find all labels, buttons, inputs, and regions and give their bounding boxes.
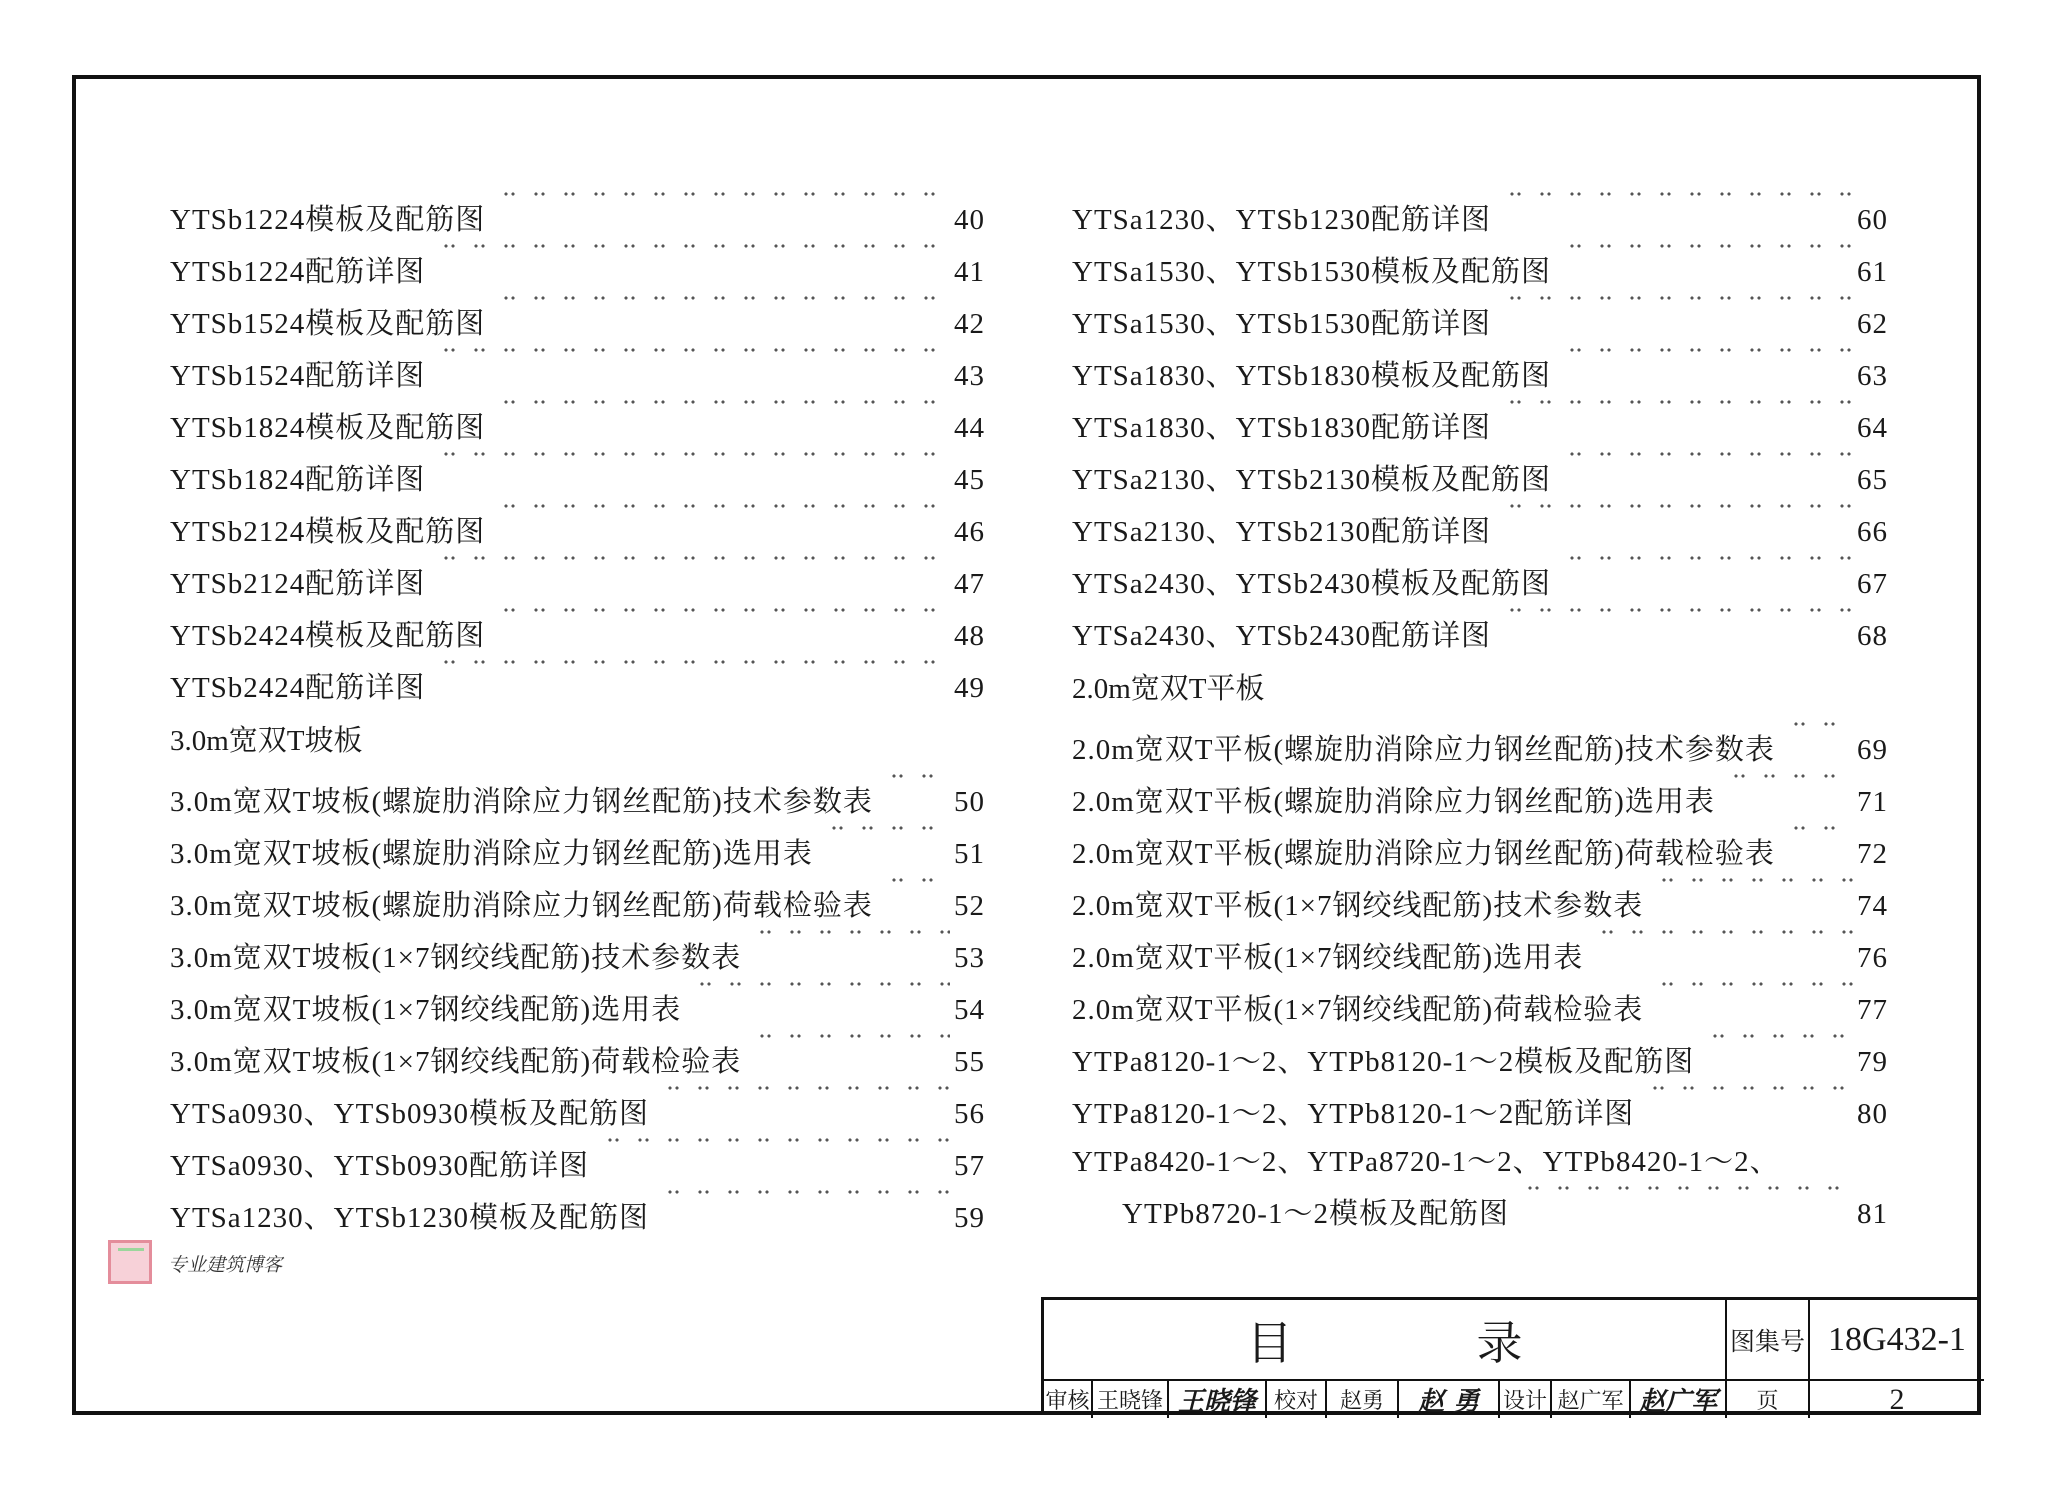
toc-entry-page: 74 xyxy=(1857,890,1888,922)
toc-entry-page: 79 xyxy=(1857,1046,1888,1078)
toc-entry-label: YTPa8420-1～2、YTPa8720-1～2、YTPb8420-1～2、 xyxy=(1072,1146,1780,1178)
dot-leader xyxy=(655,1189,950,1209)
dot-leader xyxy=(1497,503,1853,523)
toc-entry-label: YTSb2424配筋详图 xyxy=(170,672,426,704)
toc-entry-page: 69 xyxy=(1857,734,1888,766)
toc-entry-label: YTSb1524模板及配筋图 xyxy=(170,308,486,340)
dot-leader xyxy=(1497,295,1853,315)
toc-entry[interactable] xyxy=(170,871,985,923)
toc-entry[interactable] xyxy=(170,767,985,819)
toc-entry[interactable] xyxy=(1072,923,1888,975)
toc-entry[interactable] xyxy=(1072,497,1888,549)
review-label: 审核 xyxy=(1045,1389,1090,1414)
designer-signature: 赵广军 xyxy=(1638,1387,1717,1417)
toc-entry-page: 63 xyxy=(1857,360,1888,392)
toc-entry-label: YTSa0930、YTSb0930模板及配筋图 xyxy=(170,1098,649,1130)
toc-entry[interactable] xyxy=(170,185,985,237)
toc-entry-label: YTSa2130、YTSb2130模板及配筋图 xyxy=(1072,464,1551,496)
dot-leader xyxy=(655,1085,950,1105)
page-label: 页 xyxy=(1756,1389,1779,1414)
toc-entry-page: 61 xyxy=(1857,256,1888,288)
toc-entry-label: YTSa1530、YTSb1530配筋详图 xyxy=(1072,308,1491,340)
toc-entry-page: 71 xyxy=(1857,786,1888,818)
toc-entry-page: 59 xyxy=(954,1202,985,1234)
toc-entry-label: YTSb1224模板及配筋图 xyxy=(170,204,486,236)
toc-entry[interactable] xyxy=(1072,237,1888,289)
dot-leader xyxy=(747,1033,950,1053)
toc-entry-page: 76 xyxy=(1857,942,1888,974)
toc-entry-label: YTSa1830、YTSb1830模板及配筋图 xyxy=(1072,360,1551,392)
toc-entry[interactable] xyxy=(1072,715,1888,767)
dot-leader xyxy=(431,555,950,575)
toc-entry[interactable] xyxy=(1072,1131,1888,1179)
toc-entry-page: 43 xyxy=(954,360,985,392)
dot-leader xyxy=(491,503,950,523)
dot-leader xyxy=(1649,877,1853,897)
toc-entry-page: 68 xyxy=(1857,620,1888,652)
toc-entry-label: 3.0m宽双T坡板(螺旋肋消除应力钢丝配筋)荷载检验表 xyxy=(170,890,873,922)
dot-leader xyxy=(1497,191,1853,211)
title-block-title: 目 录 xyxy=(1246,1316,1523,1370)
checker-name: 赵勇 xyxy=(1339,1389,1384,1414)
toc-entry[interactable] xyxy=(170,653,985,705)
toc-entry-page: 42 xyxy=(954,308,985,340)
toc-entry[interactable] xyxy=(1072,445,1888,497)
toc-entry[interactable] xyxy=(1072,601,1888,653)
toc-entry-label: YTSa2430、YTSb2430配筋详图 xyxy=(1072,620,1491,652)
toc-entry-page: 46 xyxy=(954,516,985,548)
dot-leader xyxy=(491,607,950,627)
dot-leader xyxy=(431,659,950,679)
toc-entry-page: 56 xyxy=(954,1098,985,1130)
toc-entry-label: 2.0m宽双T平板(螺旋肋消除应力钢丝配筋)选用表 xyxy=(1072,786,1715,818)
toc-entry-label: 3.0m宽双T坡板(螺旋肋消除应力钢丝配筋)选用表 xyxy=(170,838,813,870)
dot-leader xyxy=(491,191,950,211)
toc-entry-page: 41 xyxy=(954,256,985,288)
dot-leader xyxy=(1497,607,1853,627)
toc-entry[interactable] xyxy=(170,923,985,975)
toc-entry-page: 44 xyxy=(954,412,985,444)
toc-entry-page: 65 xyxy=(1857,464,1888,496)
dot-leader xyxy=(1781,825,1853,845)
toc-entry-label: YTSa2130、YTSb2130配筋详图 xyxy=(1072,516,1491,548)
toc-entry-label: YTSb1824配筋详图 xyxy=(170,464,426,496)
toc-entry-page: 53 xyxy=(954,942,985,974)
dot-leader xyxy=(1721,773,1853,793)
toc-entry-page: 49 xyxy=(954,672,985,704)
toc-entry-page: 45 xyxy=(954,464,985,496)
dot-leader xyxy=(1557,451,1853,471)
toc-entry-page: 47 xyxy=(954,568,985,600)
toc-entry-page: 40 xyxy=(954,204,985,236)
toc-entry[interactable] xyxy=(170,237,985,289)
toc-entry[interactable] xyxy=(170,549,985,601)
toc-entry-label: 2.0m宽双T平板(1×7钢绞线配筋)荷载检验表 xyxy=(1072,994,1644,1026)
dot-leader xyxy=(1557,555,1853,575)
dot-leader xyxy=(747,929,950,949)
title-block xyxy=(1041,1297,1981,1415)
toc-entry-label: YTSa1830、YTSb1830配筋详图 xyxy=(1072,412,1491,444)
dot-leader xyxy=(1649,981,1853,1001)
toc-entry[interactable] xyxy=(170,445,985,497)
check-label: 校对 xyxy=(1273,1389,1318,1414)
watermark-stamp-icon xyxy=(108,1240,152,1284)
checker-signature: 赵 勇 xyxy=(1417,1387,1480,1417)
toc-entry[interactable] xyxy=(1072,549,1888,601)
toc-right-column xyxy=(1072,185,1888,1231)
toc-entry-page: 55 xyxy=(954,1046,985,1078)
toc-entry-page: 62 xyxy=(1857,308,1888,340)
toc-entry-page: 64 xyxy=(1857,412,1888,444)
toc-entry-label: YTSb2124配筋详图 xyxy=(170,568,426,600)
toc-entry[interactable] xyxy=(1072,767,1888,819)
toc-entry-label: YTPb8720-1～2模板及配筋图 xyxy=(1122,1198,1509,1230)
toc-entry[interactable] xyxy=(170,1027,985,1079)
toc-entry-label: 3.0m宽双T坡板(螺旋肋消除应力钢丝配筋)技术参数表 xyxy=(170,786,873,818)
page-number: 2 xyxy=(1889,1382,1905,1416)
toc-entry[interactable] xyxy=(1072,819,1888,871)
reviewer-signature: 王晓锋 xyxy=(1177,1387,1256,1417)
toc-entry[interactable] xyxy=(170,289,985,341)
toc-entry[interactable] xyxy=(170,975,985,1027)
toc-entry-label: YTSb2424模板及配筋图 xyxy=(170,620,486,652)
dot-leader xyxy=(431,451,950,471)
dot-leader xyxy=(1640,1085,1853,1105)
toc-entry-page: 57 xyxy=(954,1150,985,1182)
toc-entry-label: YTPa8120-1～2、YTPb8120-1～2模板及配筋图 xyxy=(1072,1046,1695,1078)
toc-entry-label: 3.0m宽双T坡板(1×7钢绞线配筋)选用表 xyxy=(170,994,682,1026)
toc-entry-page: 66 xyxy=(1857,516,1888,548)
toc-entry[interactable] xyxy=(170,497,985,549)
toc-entry-label: 3.0m宽双T坡板(1×7钢绞线配筋)荷载检验表 xyxy=(170,1046,742,1078)
dot-leader xyxy=(491,399,950,419)
toc-entry-label: YTSb1824模板及配筋图 xyxy=(170,412,486,444)
toc-entry-page: 50 xyxy=(954,786,985,818)
toc-entry-page: 81 xyxy=(1857,1198,1888,1230)
toc-entry[interactable] xyxy=(1072,185,1888,237)
dot-leader xyxy=(819,825,950,845)
toc-entry[interactable] xyxy=(170,1079,985,1131)
toc-entry-label: 2.0m宽双T平板(1×7钢绞线配筋)选用表 xyxy=(1072,942,1584,974)
dot-leader xyxy=(1557,243,1853,263)
toc-entry-label: 2.0m宽双T平板(1×7钢绞线配筋)技术参数表 xyxy=(1072,890,1644,922)
toc-entry-label: 3.0m宽双T坡板(1×7钢绞线配筋)技术参数表 xyxy=(170,942,742,974)
toc-entry[interactable] xyxy=(1072,289,1888,341)
watermark-text: 专业建筑博客 xyxy=(168,1255,283,1276)
toc-entry-label: YTSb1224配筋详图 xyxy=(170,256,426,288)
atlas-label: 图集号 xyxy=(1729,1327,1805,1356)
dot-leader xyxy=(491,295,950,315)
toc-entry[interactable] xyxy=(170,393,985,445)
toc-entry-label: YTPa8120-1～2、YTPb8120-1～2配筋详图 xyxy=(1072,1098,1635,1130)
toc-entry-label: 2.0m宽双T平板(螺旋肋消除应力钢丝配筋)荷载检验表 xyxy=(1072,838,1775,870)
toc-entry[interactable] xyxy=(170,819,985,871)
toc-entry-page: 52 xyxy=(954,890,985,922)
toc-entry-label: YTSa1230、YTSb1230模板及配筋图 xyxy=(170,1202,649,1234)
toc-entry[interactable] xyxy=(170,341,985,393)
dot-leader xyxy=(431,243,950,263)
toc-entry[interactable] xyxy=(1072,393,1888,445)
toc-entry-label: YTSa1230、YTSb1230配筋详图 xyxy=(1072,204,1491,236)
toc-entry-page: 48 xyxy=(954,620,985,652)
toc-entry-page: 77 xyxy=(1857,994,1888,1026)
toc-entry[interactable] xyxy=(1072,1079,1888,1131)
toc-entry-label: YTSb1524配筋详图 xyxy=(170,360,426,392)
dot-leader xyxy=(879,877,950,897)
toc-entry[interactable] xyxy=(170,1183,985,1235)
dot-leader xyxy=(1781,721,1853,741)
toc-entry-page: 80 xyxy=(1857,1098,1888,1130)
toc-entry-page: 67 xyxy=(1857,568,1888,600)
toc-entry[interactable] xyxy=(1072,1027,1888,1079)
toc-entry-label: YTSb2124模板及配筋图 xyxy=(170,516,486,548)
toc-entry-page: 60 xyxy=(1857,204,1888,236)
toc-entry-continued[interactable] xyxy=(1072,1179,1888,1231)
toc-entry[interactable] xyxy=(170,1131,985,1183)
section-heading: 3.0m宽双T坡板 xyxy=(170,724,363,757)
reviewer-name: 王晓锋 xyxy=(1096,1389,1163,1414)
toc-entry-page: 72 xyxy=(1857,838,1888,870)
toc-entry-page: 51 xyxy=(954,838,985,870)
toc-entry[interactable] xyxy=(170,601,985,653)
section-heading: 2.0m宽双T平板 xyxy=(1072,672,1265,705)
toc-entry[interactable] xyxy=(1072,871,1888,923)
toc-left-column xyxy=(170,185,985,1235)
toc-entry-label: 2.0m宽双T平板(螺旋肋消除应力钢丝配筋)技术参数表 xyxy=(1072,734,1775,766)
dot-leader xyxy=(879,773,950,793)
designer-name: 赵广军 xyxy=(1557,1389,1624,1414)
atlas-number: 18G432-1 xyxy=(1828,1321,1966,1358)
dot-leader xyxy=(1700,1033,1853,1053)
dot-leader xyxy=(1497,399,1853,419)
dot-leader xyxy=(1589,929,1853,949)
dot-leader xyxy=(1557,347,1853,367)
dot-leader xyxy=(431,347,950,367)
design-label: 设计 xyxy=(1502,1389,1547,1414)
toc-entry-label: YTSa2430、YTSb2430模板及配筋图 xyxy=(1072,568,1551,600)
dot-leader xyxy=(1515,1185,1853,1205)
toc-entry-label: YTSa0930、YTSb0930配筋详图 xyxy=(170,1150,589,1182)
toc-entry-label: YTSa1530、YTSb1530模板及配筋图 xyxy=(1072,256,1551,288)
toc-entry[interactable] xyxy=(1072,975,1888,1027)
toc-entry-page: 54 xyxy=(954,994,985,1026)
toc-entry[interactable] xyxy=(1072,341,1888,393)
dot-leader xyxy=(595,1137,950,1157)
dot-leader xyxy=(687,981,950,1001)
